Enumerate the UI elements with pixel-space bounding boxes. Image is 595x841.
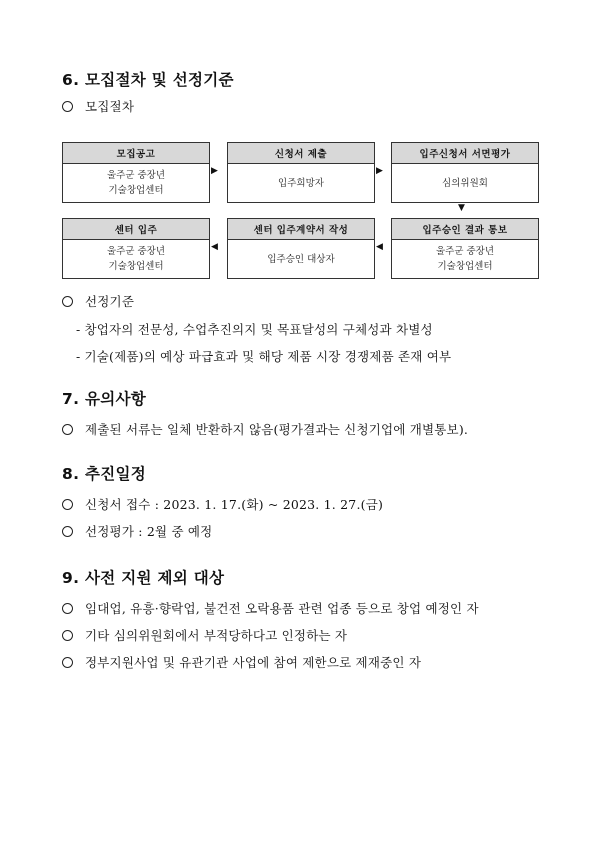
exclusion-item: 기타 심의위원회에서 부적당하다고 인정하는 자: [85, 628, 348, 643]
subheading-recruitment-procedure: 모집절차: [85, 99, 135, 114]
flow-box-text: 기술창업센터: [437, 261, 493, 272]
exclusion-item: 정부지원사업 및 유관기관 사업에 참여 제한으로 제재중인 자: [85, 655, 422, 670]
hollow-circle-icon: [62, 657, 73, 668]
flow-box-title: 센터 입주: [63, 219, 209, 240]
hollow-circle-icon: [62, 499, 73, 510]
flow-box-document-review: [391, 142, 539, 203]
hollow-circle-icon: [62, 630, 73, 641]
flow-box-text: 울주군 중장년: [106, 170, 166, 181]
hollow-circle-icon: [62, 296, 73, 307]
flow-box-title: 센터 입주계약서 작성: [228, 219, 374, 240]
section-7-heading: 7. 유의사항: [62, 390, 147, 408]
flow-box-move-in: [62, 218, 210, 279]
section-6-heading: 6. 모집절차 및 선정기준: [62, 71, 234, 89]
exclusion-item: 임대업, 유흥·향락업, 불건전 오락용품 관련 업종 등으로 창업 예정인 자: [85, 601, 479, 616]
flow-box-title: 모집공고: [63, 143, 209, 164]
section-8-heading: 8. 추진일정: [62, 465, 147, 483]
flow-box-announcement: [62, 142, 210, 203]
subheading-selection-criteria: 선정기준: [85, 294, 135, 309]
criteria-item: - 창업자의 전문성, 수업추진의지 및 목표달성의 구체성과 차별성: [76, 322, 433, 337]
triangle-right-icon: ▶: [376, 166, 383, 176]
hollow-circle-icon: [62, 603, 73, 614]
flow-box-title: 입주승인 결과 통보: [392, 219, 538, 240]
triangle-left-icon: ◀: [376, 242, 383, 252]
flow-box-text: 울주군 중장년: [106, 246, 166, 257]
triangle-down-icon: ▼: [458, 203, 465, 213]
flow-box-text: 기술창업센터: [108, 261, 164, 272]
criteria-item: - 기술(제품)의 예상 파급효과 및 해당 제품 시장 경쟁제품 존재 여부: [76, 349, 452, 364]
schedule-item: 신청서 접수 : 2023. 1. 17.(화) ~ 2023. 1. 27.(금): [85, 497, 384, 512]
notice-item: 제출된 서류는 일체 반환하지 않음(평가결과는 신청기업에 개별통보).: [85, 422, 469, 437]
flow-box-approval-notice: [391, 218, 539, 279]
flow-box-text: 심의위원회: [442, 177, 488, 189]
hollow-circle-icon: [62, 526, 73, 537]
triangle-right-icon: ▶: [211, 166, 218, 176]
triangle-left-icon: ◀: [211, 242, 218, 252]
flow-box-text: 입주희망자: [278, 177, 324, 189]
hollow-circle-icon: [62, 424, 73, 435]
flow-box-contract: [227, 218, 375, 279]
flow-box-text: 울주군 중장년: [435, 246, 495, 257]
section-9-heading: 9. 사전 지원 제외 대상: [62, 569, 225, 587]
flow-box-title: 신청서 제출: [228, 143, 374, 164]
flow-box-text: 입주승인 대상자: [267, 253, 335, 265]
flow-box-title: 입주신청서 서면평가: [392, 143, 538, 164]
schedule-item: 선정평가 : 2월 중 예정: [85, 524, 213, 539]
flow-box-application: [227, 142, 375, 203]
flow-box-text: 기술창업센터: [108, 185, 164, 196]
hollow-circle-icon: [62, 101, 73, 112]
